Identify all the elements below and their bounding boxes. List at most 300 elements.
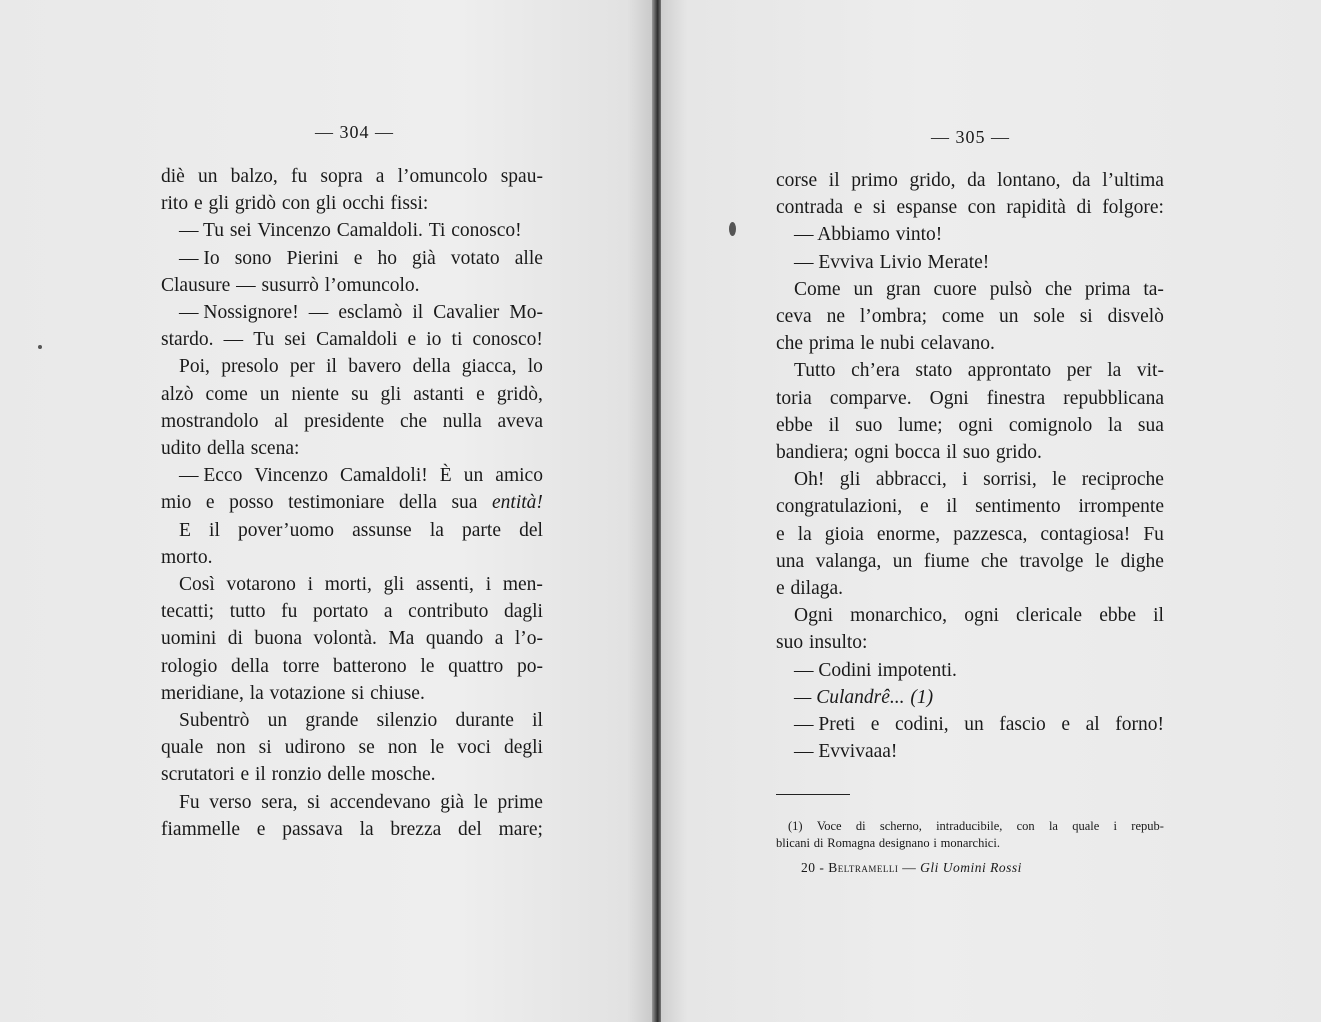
word: ogni: [854, 442, 890, 464]
word: ne: [826, 306, 845, 328]
word: lontano,: [997, 170, 1061, 191]
word: codini,: [895, 714, 949, 736]
word: fiume: [923, 550, 970, 572]
word: e: [240, 764, 250, 786]
word: repub-: [1131, 819, 1164, 833]
word: clericale: [1016, 605, 1083, 627]
word: e: [256, 818, 266, 840]
text-line: [161, 571, 543, 598]
word: la: [1107, 360, 1122, 382]
word: e: [476, 383, 485, 405]
text-line: [161, 462, 543, 489]
word: il: [946, 496, 958, 518]
word: buona: [254, 628, 303, 650]
word: le: [420, 655, 435, 677]
word: con: [281, 193, 311, 215]
word: insulto:: [808, 632, 868, 654]
word: un: [463, 465, 484, 487]
word: l’omuncolo: [397, 166, 488, 187]
word: le: [1052, 469, 1067, 491]
word: il: [532, 710, 543, 732]
word: la: [1108, 414, 1123, 436]
word: travolge: [1019, 550, 1084, 572]
word: le: [1094, 550, 1110, 572]
word: quale: [161, 737, 204, 759]
word: della: [231, 655, 269, 677]
text-line: [161, 544, 543, 571]
text-line: [161, 653, 543, 680]
word: — Ecco: [179, 465, 243, 487]
word: vinto!: [895, 224, 943, 246]
word: — Preti: [794, 714, 856, 736]
word: udirono: [284, 737, 346, 759]
word: morti,: [324, 574, 372, 596]
text-line: [776, 303, 1164, 330]
word: chiuse.: [370, 682, 425, 704]
word: che: [1044, 278, 1072, 300]
word: i: [962, 469, 968, 491]
word: aveva: [497, 410, 543, 432]
text-line: [776, 657, 1164, 684]
word: tecatti;: [161, 601, 215, 623]
word: Vincenzo: [257, 220, 331, 242]
text-line: [776, 439, 1164, 466]
word: Subentrò: [179, 710, 250, 732]
word: e: [353, 247, 363, 269]
text-line: [161, 163, 543, 190]
word: con: [967, 197, 996, 219]
word: il: [828, 414, 840, 436]
word: dighe: [1120, 550, 1164, 572]
word: il: [412, 302, 424, 324]
word: gioia: [824, 523, 864, 545]
word: quattro: [448, 655, 504, 677]
word: la: [1048, 819, 1058, 833]
text-line: [161, 217, 543, 244]
text-line: [161, 707, 543, 734]
word: irrompente: [1078, 496, 1164, 518]
word: contagiosa!: [1040, 523, 1131, 545]
word: pulsò: [989, 278, 1033, 300]
word: sei: [229, 220, 252, 242]
word: men-: [502, 574, 543, 596]
text-line: [776, 493, 1164, 520]
word: Voce: [816, 819, 842, 833]
word: fu: [290, 166, 308, 187]
word: suo: [776, 632, 804, 654]
text-line: [161, 353, 543, 380]
word: presolo: [221, 356, 279, 378]
text-line: [161, 381, 543, 408]
word: batterono: [333, 655, 407, 677]
word: Mo-: [509, 302, 543, 324]
word: bavero: [348, 356, 402, 378]
word: l’ombra;: [859, 306, 928, 328]
word: posso: [229, 492, 274, 514]
word: Ma: [388, 628, 415, 650]
word: gli: [380, 383, 402, 405]
word: i: [933, 836, 937, 850]
word: suo: [855, 414, 883, 436]
word: che: [399, 410, 428, 432]
word: — Evvivaaa!: [794, 741, 898, 763]
word: impotenti.: [877, 659, 957, 681]
word: e: [853, 197, 863, 219]
text-line: [161, 272, 543, 299]
word: assenti,: [415, 574, 474, 596]
word: nulla: [442, 410, 482, 432]
word: un: [198, 166, 218, 187]
word: quale: [1072, 819, 1100, 833]
text-line: [161, 734, 543, 761]
word: stardo.: [161, 329, 214, 351]
word: — Tu: [179, 220, 224, 242]
word: contrada: [776, 197, 844, 219]
text-line: [161, 435, 543, 462]
word: uomini: [161, 628, 217, 650]
word: e: [776, 578, 785, 600]
word: ogni: [964, 605, 999, 627]
word: giacca,: [461, 356, 517, 378]
word: ho: [377, 247, 397, 269]
word: intraducibile,: [936, 819, 1003, 833]
word: amico: [495, 465, 543, 487]
footnote-rule: [776, 794, 850, 795]
text-line: [776, 221, 1164, 248]
word: della: [206, 438, 245, 460]
word: Fu: [1143, 523, 1164, 545]
word: — Culandrê...: [794, 686, 905, 708]
word: le: [860, 333, 875, 355]
word: congratulazioni,: [776, 496, 903, 518]
word: con: [1016, 819, 1035, 833]
word: assunse: [352, 519, 412, 541]
text-line: [161, 598, 543, 625]
word: vit-: [1136, 360, 1164, 382]
word: votarono: [226, 574, 296, 596]
word: gran: [885, 278, 921, 300]
word: il: [946, 442, 958, 464]
word: occhi: [342, 193, 385, 215]
word: l’omuncolo.: [324, 274, 420, 296]
word: scena:: [250, 438, 300, 460]
word: diè: [161, 166, 185, 187]
word: rologio: [161, 655, 218, 677]
word: sua: [1137, 414, 1164, 436]
text-line: [161, 489, 543, 516]
word: ti: [451, 329, 463, 351]
word: i: [1113, 819, 1118, 833]
word: già: [412, 247, 436, 269]
word: tutto: [229, 601, 266, 623]
word: ogni: [958, 414, 994, 436]
word: di: [227, 628, 243, 650]
text-line: [776, 629, 1164, 656]
word: approntato: [967, 360, 1052, 382]
word: votato: [450, 247, 500, 269]
word: mosche.: [371, 764, 436, 786]
text-line: [776, 738, 1164, 765]
word: scherno,: [879, 819, 922, 833]
word: votazione: [269, 682, 346, 704]
word: a: [383, 601, 393, 623]
text-line: [776, 711, 1164, 738]
text-line: [776, 249, 1164, 276]
word: È: [439, 465, 452, 487]
word: lo: [527, 356, 543, 378]
word: — Abbiamo: [794, 224, 890, 246]
word: la: [249, 682, 264, 704]
word: morto.: [161, 546, 213, 568]
word: sua: [451, 492, 478, 514]
word: passava: [282, 818, 343, 840]
word: di: [1076, 197, 1092, 219]
word: conosco!: [451, 220, 522, 242]
word: e: [193, 193, 203, 215]
word: fascio: [999, 714, 1046, 736]
word: l’ultima: [1102, 170, 1164, 191]
word: se: [358, 737, 375, 759]
word: il: [326, 356, 337, 378]
word: bandiera;: [776, 442, 849, 464]
word: —: [236, 274, 256, 296]
word: — Evviva: [794, 251, 874, 273]
word: fiammelle: [161, 818, 241, 840]
word: disvelò: [1107, 306, 1164, 328]
word: valanga,: [815, 550, 882, 572]
word: già: [440, 791, 465, 813]
word: Camaldoli.: [336, 220, 423, 242]
word: si: [351, 682, 365, 704]
word: udito: [161, 438, 202, 460]
word: mostrandolo: [161, 410, 259, 432]
word: ta-: [1143, 278, 1164, 300]
word: un: [853, 278, 874, 300]
word: Oh!: [794, 469, 825, 491]
word: Poi,: [179, 356, 210, 378]
text-line: [161, 789, 543, 816]
word: fissi:: [390, 193, 429, 215]
text-line: [776, 521, 1164, 548]
word: stato: [915, 360, 953, 382]
word: voci: [457, 737, 491, 759]
word: contributo: [408, 601, 489, 623]
word: celavano.: [920, 333, 995, 355]
left-page: [0, 0, 653, 1022]
text-line: [161, 680, 543, 707]
word: si: [872, 197, 886, 219]
word: gli: [839, 469, 861, 491]
text-line: [776, 835, 1164, 852]
word: verso: [209, 791, 252, 813]
footnote: [776, 818, 1164, 852]
text-line: [776, 194, 1164, 221]
page-number-left: — 304 —: [315, 122, 394, 142]
text-line: [776, 276, 1164, 303]
word: e: [776, 523, 785, 545]
word: monarchici.: [940, 836, 1000, 850]
word: prima: [1084, 278, 1131, 300]
word: non: [216, 737, 246, 759]
word: Livio: [879, 251, 922, 273]
word: comignolo: [1008, 414, 1093, 436]
word: degli: [503, 737, 543, 759]
word: mare;: [498, 818, 543, 840]
text-line: [776, 602, 1164, 629]
word: di: [813, 836, 824, 850]
text-line: [776, 548, 1164, 575]
text-line: [161, 408, 543, 435]
word: sono: [234, 247, 272, 269]
word: sentimento: [975, 496, 1061, 518]
word: come: [205, 383, 248, 405]
word: (1): [910, 686, 934, 708]
word: io: [426, 329, 442, 351]
word: a: [494, 628, 504, 650]
word: fu: [281, 601, 298, 623]
word: un: [259, 383, 280, 405]
signature-dash: —: [902, 860, 917, 875]
word: la: [797, 523, 812, 545]
word: il: [1153, 605, 1164, 627]
word: non: [387, 737, 418, 759]
text-line: [776, 818, 1164, 835]
word: a: [375, 166, 385, 187]
word: alzò: [161, 383, 194, 405]
word: accendevano: [329, 791, 431, 813]
word: e: [919, 496, 929, 518]
word: sole: [1033, 306, 1065, 328]
word: esclamò: [338, 302, 403, 324]
word: primo: [851, 170, 898, 191]
word: Ti: [428, 220, 446, 242]
word: delle: [327, 764, 366, 786]
word: gli: [383, 574, 405, 596]
signature-title: Gli Uomini Rossi: [920, 860, 1022, 875]
word: portato: [313, 601, 369, 623]
word: si: [1079, 306, 1093, 328]
word: po-: [516, 655, 543, 677]
word: corse: [776, 170, 818, 191]
word: — Nossignore!: [179, 302, 299, 324]
word: ronzio: [271, 764, 322, 786]
word: cuore: [933, 278, 977, 300]
ink-speck: [729, 222, 736, 236]
word: per: [1066, 360, 1092, 382]
word: ceva: [776, 306, 812, 328]
word: ch’era: [851, 360, 900, 382]
word: e: [205, 492, 215, 514]
word: che: [980, 550, 1008, 572]
word: Cavalier: [433, 302, 500, 324]
word: — Codini: [794, 659, 872, 681]
word: gridò,: [496, 383, 543, 405]
ink-speck: [38, 345, 42, 349]
word: finestra: [986, 387, 1046, 409]
word: silenzio: [376, 710, 438, 732]
word: Camaldoli!: [340, 465, 428, 487]
text-line: [161, 816, 543, 843]
word: come: [941, 306, 985, 328]
word: prima: [808, 333, 855, 355]
word: blicani: [776, 836, 811, 850]
word: lume;: [898, 414, 943, 436]
word: spau-: [500, 166, 543, 187]
word: conosco!: [472, 329, 543, 351]
word: sei: [284, 329, 307, 351]
word: ebbe: [776, 414, 813, 436]
word: Camaldoli: [316, 329, 398, 351]
word: — Io: [179, 247, 220, 269]
word: astanti: [413, 383, 465, 405]
word: e: [870, 714, 880, 736]
word: nubi: [880, 333, 915, 355]
word: per: [289, 356, 315, 378]
word: Ogni: [929, 387, 969, 409]
text-line: [161, 245, 543, 272]
word: scrutatori: [161, 764, 235, 786]
word: enorme,: [876, 523, 941, 545]
word: la: [429, 519, 444, 541]
word: le: [430, 737, 445, 759]
word: presidente: [304, 410, 385, 432]
word: rito: [161, 193, 189, 215]
word: quando: [425, 628, 484, 650]
word: designano: [878, 836, 930, 850]
word: le: [473, 791, 488, 813]
word: e: [1061, 714, 1071, 736]
word: la: [359, 818, 374, 840]
text-line: [161, 190, 543, 217]
word: ebbe: [1099, 605, 1136, 627]
word: grido.: [995, 442, 1042, 464]
word: un: [267, 710, 288, 732]
word: Così: [179, 574, 215, 596]
word: un: [892, 550, 913, 572]
word: testimoniare: [288, 492, 385, 514]
word: grande: [305, 710, 359, 732]
word: sera,: [261, 791, 298, 813]
word: torre: [282, 655, 320, 677]
word: dagli: [503, 601, 543, 623]
word: (1): [788, 819, 803, 833]
word: prime: [497, 791, 543, 813]
word: meridiane,: [161, 682, 244, 704]
word: volontà.: [313, 628, 377, 650]
word: il: [254, 764, 266, 786]
word: dilaga.: [790, 578, 844, 600]
text-line: [161, 761, 543, 788]
text-line: [776, 575, 1164, 602]
word: il: [828, 170, 840, 191]
word: Tu: [253, 329, 275, 351]
printer-signature: [801, 860, 1022, 876]
word: balzo,: [230, 166, 278, 187]
text-line: [776, 466, 1164, 493]
word: brezza: [390, 818, 442, 840]
word: da: [967, 170, 986, 191]
word: rapidità: [1006, 197, 1066, 219]
word: Merate!: [927, 251, 990, 273]
word: folgore:: [1102, 197, 1164, 219]
word: —: [223, 329, 244, 351]
text-line: [161, 326, 543, 353]
word: gridò: [234, 193, 277, 215]
word: sopra: [320, 166, 363, 187]
word: da: [1072, 170, 1091, 191]
word: Clausure: [161, 274, 231, 296]
word: al: [1085, 714, 1100, 736]
